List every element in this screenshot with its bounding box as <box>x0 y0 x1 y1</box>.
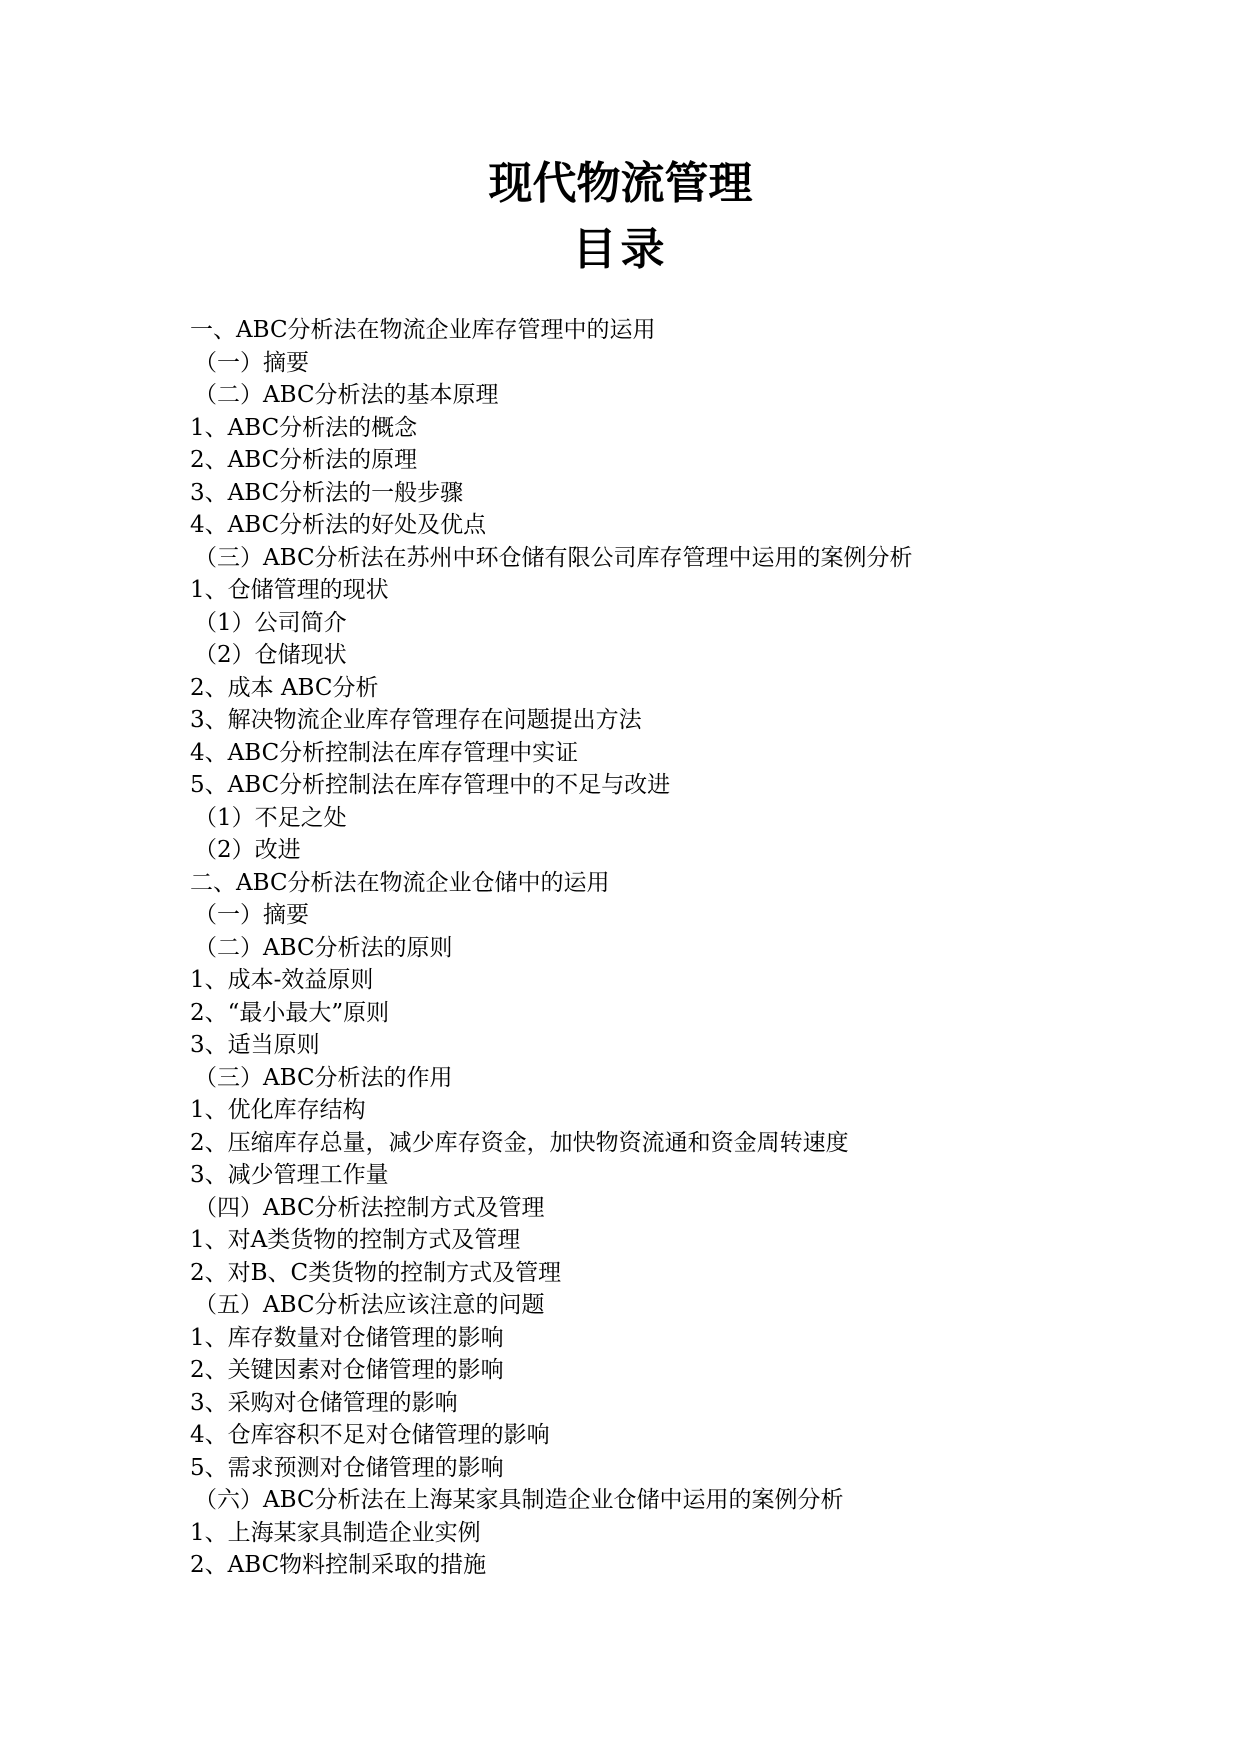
toc-heading: 目录 <box>572 224 669 275</box>
toc-entry: （三）ABC分析法在苏州中环仓储有限公司库存管理中运用的案例分析 <box>194 544 913 571</box>
toc-entry: 3、采购对仓储管理的影响 <box>190 1389 458 1416</box>
toc-entry: （二）ABC分析法的原则 <box>194 934 453 961</box>
toc-entry: （二）ABC分析法的基本原理 <box>194 382 499 408</box>
toc-entry: 4、ABC分析法的好处及优点 <box>190 512 487 538</box>
toc-entry: 一、ABC分析法在物流企业库存管理中的运用 <box>190 317 656 343</box>
toc-entry: 3、解决物流企业库存管理存在问题提出方法 <box>190 707 642 733</box>
toc-entry: 1、优化库存结构 <box>190 1097 366 1123</box>
toc-entry: 2、压缩库存总量，减少库存资金，加快物资流通和资金周转速度 <box>190 1129 849 1156</box>
toc-entry: 3、减少管理工作量 <box>190 1162 389 1188</box>
toc-entry: 5、需求预测对仓储管理的影响 <box>190 1454 504 1481</box>
toc-entry: 2、ABC分析法的原理 <box>190 447 418 473</box>
document-title: 现代物流管理 <box>488 158 753 209</box>
toc-entry: 2、ABC物料控制采取的措施 <box>190 1552 487 1578</box>
table-of-contents <box>190 314 1150 1582</box>
toc-entry: 3、适当原则 <box>190 1032 320 1058</box>
toc-entry: 2、关键因素对仓储管理的影响 <box>190 1357 504 1383</box>
toc-entry: 二、ABC分析法在物流企业仓储中的运用 <box>190 869 610 896</box>
toc-entry: （一）摘要 <box>194 902 309 928</box>
toc-entry: （三）ABC分析法的作用 <box>194 1064 453 1091</box>
toc-entry: 1、ABC分析法的概念 <box>190 414 418 441</box>
toc-entry: 2、“最小最大”原则 <box>190 999 390 1026</box>
toc-entry: （2）仓储现状 <box>194 642 347 668</box>
toc-entry: 1、仓储管理的现状 <box>190 577 389 603</box>
toc-entry: 2、对B、C类货物的控制方式及管理 <box>190 1259 562 1286</box>
toc-entry: 5、ABC分析控制法在库存管理中的不足与改进 <box>190 772 671 798</box>
toc-entry: 1、库存数量对仓储管理的影响 <box>190 1324 504 1351</box>
toc-entry: （1）公司简介 <box>194 609 347 636</box>
toc-entry: 4、ABC分析控制法在库存管理中实证 <box>190 739 579 766</box>
toc-entry: 2、成本 ABC分析 <box>190 674 379 701</box>
toc-entry: （2）改进 <box>194 837 301 863</box>
toc-entry: 1、上海某家具制造企业实例 <box>190 1519 481 1546</box>
toc-entry: 4、仓库容积不足对仓储管理的影响 <box>190 1422 550 1448</box>
toc-entry: （一）摘要 <box>194 349 309 376</box>
toc-entry: （四）ABC分析法控制方式及管理 <box>194 1194 545 1221</box>
toc-entry: 1、成本-效益原则 <box>190 967 374 993</box>
toc-entry: （五）ABC分析法应该注意的问题 <box>194 1292 545 1318</box>
toc-entry: 3、ABC分析法的一般步骤 <box>190 479 464 506</box>
toc-entry: 1、对A类货物的控制方式及管理 <box>190 1227 521 1253</box>
toc-entry: （1）不足之处 <box>194 804 347 831</box>
toc-entry: （六）ABC分析法在上海某家具制造企业仓储中运用的案例分析 <box>194 1487 844 1513</box>
